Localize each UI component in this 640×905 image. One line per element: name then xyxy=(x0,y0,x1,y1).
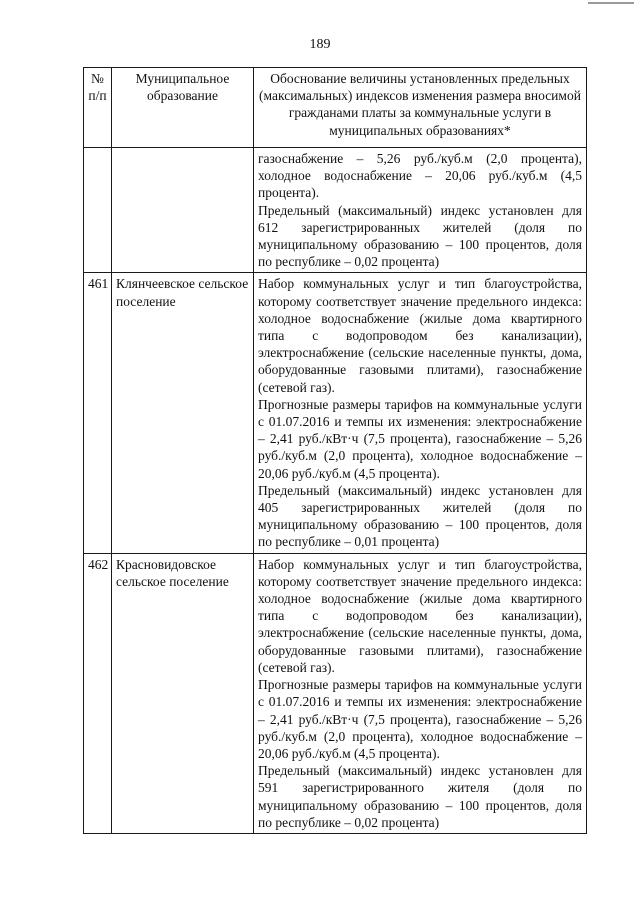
index-paragraph: Предельный (максимальный) индекс установлен для 591 зарегистрированного жителя (доля по муниципальному образованию – 100 процентов, доля по республике – 0,02 процента) xyxy=(258,763,582,830)
row-justification-cell xyxy=(254,553,587,833)
tariff-paragraph: Прогнозные размеры тарифов на коммунальные услуги с 01.07.2016 и темпы их изменения: электроснабжение – 2,41 руб./кВт·ч (7,5 процента), газоснабжение – 5,26 руб./куб.м (2,0 процента), холодное водоснабжение – 20,06 руб./куб.м (4,5 процента). xyxy=(258,396,582,481)
table-row-462 xyxy=(84,553,587,833)
table-header-row xyxy=(84,68,587,148)
row-num-cell: 461 xyxy=(84,273,112,553)
table-row-continuation xyxy=(84,148,587,273)
index-paragraph: Предельный (максимальный) индекс установлен для 405 зарегистрированных жителей (доля по муниципальному образованию – 100 процентов, доля по республике – 0,01 процента) xyxy=(258,482,582,550)
table-row-461 xyxy=(84,273,587,553)
services-paragraph: Набор коммунальных услуг и тип благоустройства, которому соответствует значение предельного индекса: холодное водоснабжение (жилые дома квартирного типа с водопроводом без канализации), электроснабжение (сельские населенные пункты, дома, оборудованные газовыми плитами), газоснабжение (сетевой газ). xyxy=(258,556,582,675)
row-municipality-cell: Красновидовское сельское поселение xyxy=(112,553,254,833)
header-num: № п/п xyxy=(84,68,112,148)
header-municipality: Муниципальное образование xyxy=(112,68,254,148)
row-num-cell: 462 xyxy=(84,553,112,833)
row-justification-cell xyxy=(254,148,587,273)
tariff-paragraph: газоснабжение – 5,26 руб./куб.м (2,0 процента), холодное водоснабжение – 20,06 руб./куб.м (4,5 процента). xyxy=(258,151,582,201)
index-paragraph: Предельный (максимальный) индекс установлен для 612 зарегистрированных жителей (доля по муниципальному образованию – 100 процентов, доля по республике – 0,02 процента) xyxy=(258,202,582,270)
row-num-cell xyxy=(84,148,112,273)
row-municipality-cell: Клянчеевское сельское поселение xyxy=(112,273,254,553)
page-number: 189 xyxy=(309,37,331,52)
tariff-paragraph: Прогнозные размеры тарифов на коммунальные услуги с 01.07.2016 и темпы их изменения: электроснабжение – 2,41 руб./кВт·ч (7,5 процента), газоснабжение – 5,26 руб./куб.м (2,0 процента), холодное водоснабжение – 20,06 руб./куб.м (4,5 процента). xyxy=(258,677,582,761)
row-municipality-cell xyxy=(112,148,254,273)
top-edge-rule xyxy=(588,2,634,4)
header-justification: Обоснование величины установленных предельных (максимальных) индексов изменения размера вносимой гражданами платы за коммунальные услуги в муниципальных образованиях* xyxy=(254,68,587,148)
tariff-index-table xyxy=(83,67,587,834)
services-paragraph: Набор коммунальных услуг и тип благоустройства, которому соответствует значение предельного индекса: холодное водоснабжение (жилые дома квартирного типа с водопроводом без канализации), электроснабжение (сельские населенные пункты, дома, оборудованные газовыми плитами), газоснабжение (сетевой газ). xyxy=(258,276,582,395)
row-justification-cell xyxy=(254,273,587,553)
